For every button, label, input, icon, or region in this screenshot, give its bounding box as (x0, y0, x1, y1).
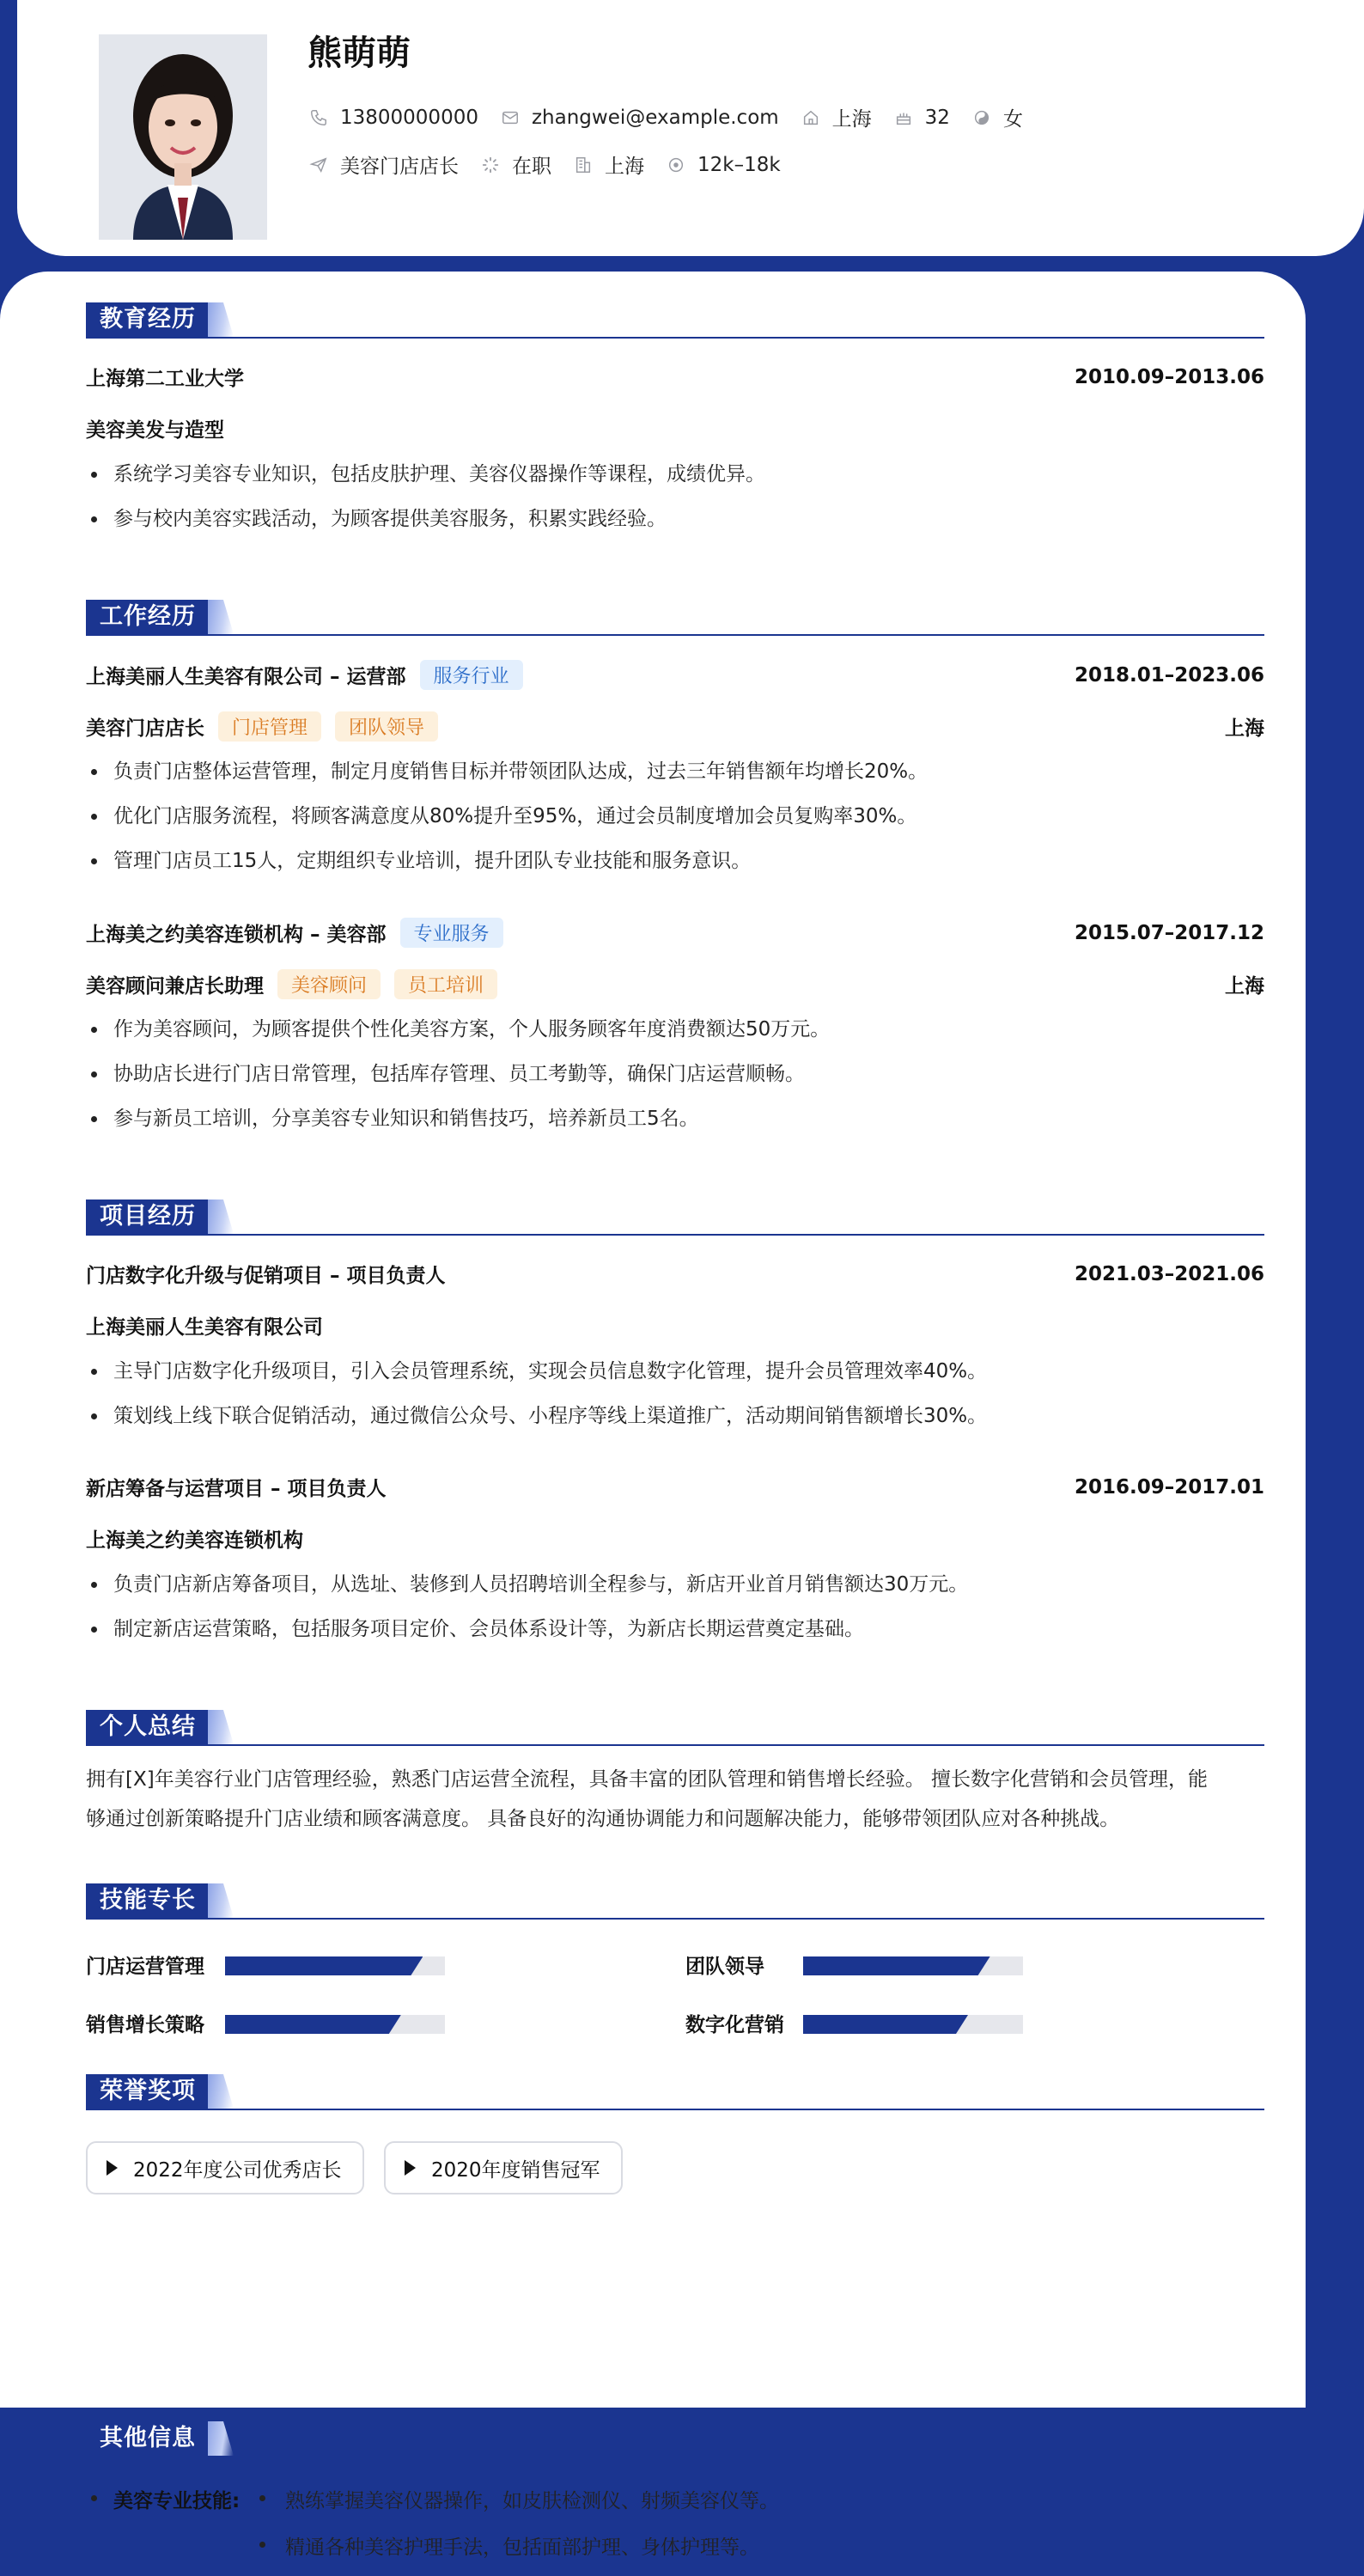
gender-text: 女 (1002, 108, 1023, 131)
status-text: 在职 (512, 156, 551, 178)
awards-section (86, 2074, 1264, 2229)
building-icon (574, 156, 593, 174)
mail-icon (501, 108, 520, 127)
industry-tag: 专业服务 (400, 918, 503, 948)
section-header (86, 1883, 1264, 1920)
major-name: 美容美发与造型 (86, 419, 224, 442)
company-name: 上海美丽人生美容有限公司 – 运营部 (86, 666, 406, 688)
list-item: 优化门店服务流程，将顾客满意度从80%提升至95%，通过会员制度增加会员复购率30%。 (86, 794, 1264, 839)
summary-line: 拥有[X]年美容行业门店管理经验，熟悉门店运营全流程，具备丰富的团队管理和销售增长经验。 擅长数字化营销和会员管理，能 (86, 1768, 1209, 1791)
list-item: 精通各种美容护理手法，包括面部护理、身体护理等。 (285, 2531, 759, 2560)
phone-text: 13800000000 (340, 106, 478, 129)
project-org-row (86, 1524, 1264, 1553)
job-period: 2018.01–2023.06 (1074, 663, 1264, 687)
section-decoration (208, 2074, 234, 2109)
education-period: 2010.09–2013.06 (1074, 365, 1264, 388)
salary-text: 12k–18k (697, 153, 781, 176)
city-text: 上海 (831, 108, 872, 131)
project-row (86, 1260, 1264, 1288)
project-org: 上海美丽人生美容有限公司 (86, 1316, 323, 1339)
project-name: 新店筹备与运营项目 – 项目负责人 (86, 1478, 387, 1500)
award-label: 2020年度销售冠军 (431, 2158, 600, 2182)
skill-name: 团队领导 (685, 1956, 764, 1978)
resume-body (0, 272, 1306, 2559)
award-item (86, 2141, 364, 2194)
skill-tag: 美容顾问 (277, 969, 381, 999)
skill-item (86, 2009, 204, 2037)
email-item (501, 107, 779, 129)
email-text: zhangwei@example.com (531, 106, 779, 129)
job-target-text: 美容门店店长 (340, 156, 459, 178)
section-header (86, 302, 1264, 339)
skill-name: 数字化营销 (685, 2014, 784, 2036)
skill-fill (225, 2015, 401, 2034)
job-row (86, 660, 1264, 690)
other-section (86, 2421, 1264, 2576)
section-header (86, 1199, 1264, 1236)
list-item: 策划线上线下联合促销活动，通过微信公众号、小程序等线上渠道推广，活动期间销售额增长30%。 (86, 1394, 1264, 1438)
list-item: 管理门店员工15人，定期组织专业培训，提升团队专业技能和服务意识。 (86, 839, 1264, 883)
list-item: 主导门店数字化升级项目，引入会员管理系统，实现会员信息数字化管理，提升会员管理效率40%。 (86, 1349, 1264, 1394)
project-period: 2021.03–2021.06 (1074, 1262, 1264, 1285)
job-bullets (86, 749, 1264, 883)
role-name: 美容门店店长 (86, 717, 204, 740)
skill-tag: 员工培训 (394, 969, 497, 999)
award-item (384, 2141, 623, 2194)
send-icon (309, 156, 328, 174)
play-icon (405, 2160, 416, 2176)
job-bullets (86, 1007, 1264, 1141)
list-item: 熟练掌握美容仪器操作，如皮肤检测仪、射频美容仪等。 (285, 2485, 779, 2513)
skills-section (86, 1883, 1264, 2055)
section-header (86, 2421, 1264, 2457)
summary-line: 够通过创新策略提升门店业绩和顾客满意度。 具备良好的沟通协调能力和问题解决能力，能够带领团队应对各种挑战。 (86, 1808, 1120, 1830)
age-text: 32 (924, 106, 950, 129)
age-item (894, 107, 950, 129)
role-row (86, 969, 1264, 999)
industry-tag: 服务行业 (420, 660, 523, 690)
section-title: 其他信息 (86, 2421, 210, 2456)
section-decoration (208, 600, 234, 634)
school-name: 上海第二工业大学 (86, 368, 244, 390)
phone-item (309, 107, 478, 129)
status-item (481, 150, 551, 179)
major-row (86, 414, 1264, 443)
section-decoration (208, 2421, 234, 2456)
list-item: 参与新员工培训，分享美容专业知识和销售技巧，培养新员工5名。 (86, 1096, 1264, 1141)
award-label: 2022年度公司优秀店长 (133, 2158, 342, 2182)
target-city-item (574, 150, 644, 179)
list-item: 作为美容顾问，为顾客提供个性化美容方案，个人服务顾客年度消费额达50万元。 (86, 1007, 1264, 1052)
role-row (86, 711, 1264, 742)
phone-icon (309, 108, 328, 127)
project-org: 上海美之约美容连锁机构 (86, 1529, 303, 1552)
job-row (86, 918, 1264, 948)
education-section (86, 302, 1264, 552)
job-target-item (309, 150, 459, 179)
skill-tag: 门店管理 (218, 711, 321, 742)
cake-icon (894, 108, 913, 127)
section-header (86, 1710, 1264, 1746)
coin-icon (667, 156, 685, 174)
summary-text (86, 1760, 1264, 1839)
company-name: 上海美之约美容连锁机构 – 美容部 (86, 924, 387, 946)
section-decoration (208, 1199, 234, 1234)
play-icon (107, 2160, 118, 2176)
work-section (86, 600, 1264, 1158)
section-title: 工作经历 (86, 600, 210, 634)
profile-header (17, 0, 1364, 256)
project-bullets (86, 1562, 1264, 1651)
project-name: 门店数字化升级与促销项目 – 项目负责人 (86, 1265, 446, 1287)
section-decoration (208, 1883, 234, 1918)
list-item: 系统学习美容专业知识，包括皮肤护理、美容仪器操作等课程，成绩优异。 (86, 452, 1264, 497)
job-period: 2015.07–2017.12 (1074, 921, 1264, 944)
list-item: 制定新店运营策略，包括服务项目定价、会员体系设计等，为新店长期运营奠定基础。 (86, 1607, 1264, 1651)
loading-icon (481, 156, 500, 174)
job-city: 上海 (1225, 717, 1264, 740)
skill-tag: 团队领导 (335, 711, 438, 742)
contact-row (309, 103, 1045, 131)
gender-icon (972, 108, 991, 127)
section-title: 个人总结 (86, 1710, 210, 1744)
role-name: 美容顾问兼店长助理 (86, 975, 264, 998)
skill-name: 销售增长策略 (86, 2014, 204, 2036)
section-title: 项目经历 (86, 1199, 210, 1234)
skill-item (86, 1950, 204, 1979)
section-title: 教育经历 (86, 302, 210, 337)
section-title: 荣誉奖项 (86, 2074, 210, 2109)
city-item (801, 103, 872, 131)
candidate-name: 熊萌萌 (308, 34, 411, 73)
section-header (86, 2074, 1264, 2110)
avatar (99, 34, 267, 240)
intent-row (309, 150, 803, 179)
skill-name: 门店运营管理 (86, 1956, 204, 1978)
gender-item (972, 103, 1023, 131)
project-period: 2016.09–2017.01 (1074, 1475, 1264, 1499)
skill-fill (803, 2015, 968, 2034)
skill-item (685, 2009, 784, 2037)
summary-section (86, 1710, 1264, 1865)
skill-bar (803, 2015, 1023, 2034)
skill-bar (803, 1956, 1023, 1975)
section-header (86, 600, 1264, 636)
job-city: 上海 (1225, 975, 1264, 998)
skill-bar (225, 2015, 445, 2034)
home-icon (801, 108, 820, 127)
projects-section (86, 1199, 1264, 1681)
section-decoration (208, 1710, 234, 1744)
project-row (86, 1473, 1264, 1501)
skill-fill (225, 1956, 423, 1975)
list-item: 负责门店新店筹备项目，从选址、装修到人员招聘培训全程参与，新店开业首月销售额达30万元。 (86, 1562, 1264, 1607)
education-row (86, 363, 1264, 391)
list-item: 负责门店整体运营管理，制定月度销售目标并带领团队达成，过去三年销售额年均增长20%。 (86, 749, 1264, 794)
skill-item (685, 1950, 764, 1979)
project-org-row (86, 1311, 1264, 1340)
section-decoration (208, 302, 234, 337)
list-item: 协助店长进行门店日常管理，包括库存管理、员工考勤等，确保门店运营顺畅。 (86, 1052, 1264, 1096)
salary-item (667, 154, 781, 176)
project-bullets (86, 1349, 1264, 1438)
skill-bar (225, 1956, 445, 1975)
education-bullets (86, 452, 1264, 541)
target-city-text: 上海 (605, 156, 644, 178)
skill-fill (803, 1956, 990, 1975)
other-label: 美容专业技能: (113, 2485, 240, 2513)
list-item: 参与校内美容实践活动，为顾客提供美容服务，积累实践经验。 (86, 497, 1264, 541)
section-title: 技能专长 (86, 1883, 210, 1918)
